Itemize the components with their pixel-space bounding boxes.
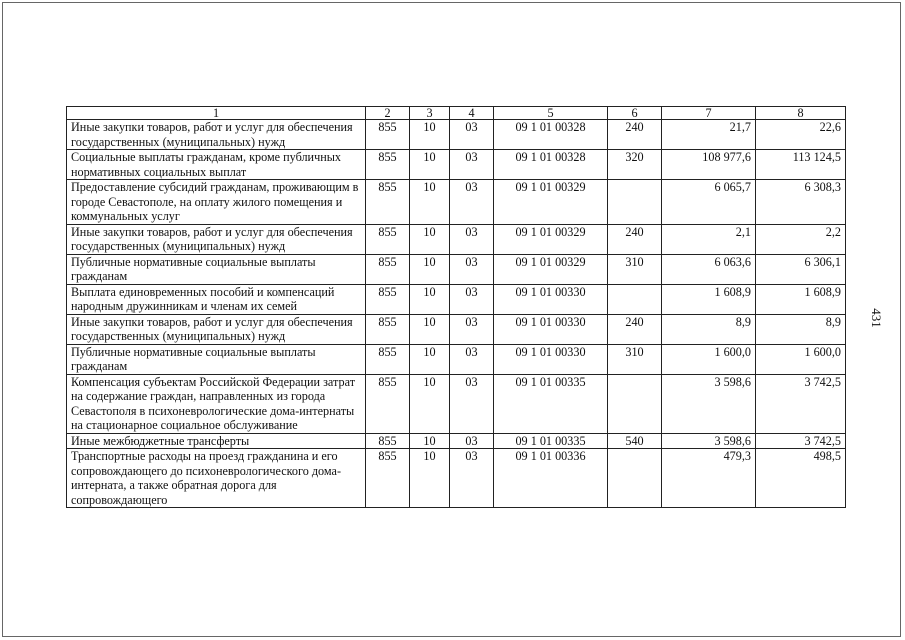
subsection-cell: 03 [450,433,494,449]
amount-2-cell: 113 124,5 [756,150,846,180]
section-cell: 10 [410,433,450,449]
amount-1-cell: 3 598,6 [662,433,756,449]
grbs-cell: 855 [366,180,410,225]
subsection-cell: 03 [450,254,494,284]
expense-type-cell [608,449,662,508]
grbs-cell: 855 [366,224,410,254]
grbs-cell: 855 [366,374,410,433]
grbs-cell: 855 [366,254,410,284]
amount-1-cell: 108 977,6 [662,150,756,180]
header-cell-4: 4 [450,107,494,120]
amount-2-cell: 3 742,5 [756,433,846,449]
table-row [67,120,846,150]
grbs-cell: 855 [366,433,410,449]
section-cell: 10 [410,120,450,150]
section-cell: 10 [410,284,450,314]
amount-2-cell: 8,9 [756,314,846,344]
target-article-cell: 09 1 01 00335 [494,374,608,433]
budget-table [66,106,846,508]
target-article-cell: 09 1 01 00336 [494,449,608,508]
section-cell: 10 [410,449,450,508]
target-article-cell: 09 1 01 00330 [494,314,608,344]
section-cell: 10 [410,224,450,254]
header-cell-7: 7 [662,107,756,120]
row-name-cell: Публичные нормативные социальные выплаты гражданам [67,254,366,284]
page-number: 431 [868,308,884,328]
table-row [67,374,846,433]
amount-2-cell: 6 308,3 [756,180,846,225]
amount-1-cell: 6 063,6 [662,254,756,284]
amount-1-cell: 479,3 [662,449,756,508]
subsection-cell: 03 [450,314,494,344]
grbs-cell: 855 [366,314,410,344]
section-cell: 10 [410,180,450,225]
amount-2-cell: 3 742,5 [756,374,846,433]
grbs-cell: 855 [366,150,410,180]
row-name-cell: Предоставление субсидий гражданам, проживающим в городе Севастополе, на оплату жилого помещения и коммунальных услуг [67,180,366,225]
subsection-cell: 03 [450,374,494,433]
row-name-cell: Иные закупки товаров, работ и услуг для обеспечения государственных (муниципальных) нужд [67,314,366,344]
expense-type-cell: 310 [608,344,662,374]
header-cell-5: 5 [494,107,608,120]
target-article-cell: 09 1 01 00335 [494,433,608,449]
target-article-cell: 09 1 01 00329 [494,254,608,284]
expense-type-cell [608,180,662,225]
amount-2-cell: 6 306,1 [756,254,846,284]
subsection-cell: 03 [450,120,494,150]
subsection-cell: 03 [450,284,494,314]
subsection-cell: 03 [450,150,494,180]
target-article-cell: 09 1 01 00329 [494,180,608,225]
row-name-cell: Иные закупки товаров, работ и услуг для обеспечения государственных (муниципальных) нужд [67,224,366,254]
section-cell: 10 [410,344,450,374]
section-cell: 10 [410,254,450,284]
table-row [67,314,846,344]
row-name-cell: Транспортные расходы на проезд гражданина и его сопровождающего до психоневрологического дома-интерната, а также обратная дорога для сопровождающего [67,449,366,508]
amount-1-cell: 1 608,9 [662,284,756,314]
table-row [67,150,846,180]
header-cell-2: 2 [366,107,410,120]
table-row [67,344,846,374]
expense-type-cell: 320 [608,150,662,180]
table-row [67,433,846,449]
grbs-cell: 855 [366,449,410,508]
amount-2-cell: 1 608,9 [756,284,846,314]
row-name-cell: Иные закупки товаров, работ и услуг для обеспечения государственных (муниципальных) нужд [67,120,366,150]
grbs-cell: 855 [366,284,410,314]
expense-type-cell [608,284,662,314]
subsection-cell: 03 [450,449,494,508]
target-article-cell: 09 1 01 00329 [494,224,608,254]
subsection-cell: 03 [450,224,494,254]
header-cell-6: 6 [608,107,662,120]
table-row [67,284,846,314]
expense-type-cell: 240 [608,224,662,254]
amount-1-cell: 1 600,0 [662,344,756,374]
amount-1-cell: 6 065,7 [662,180,756,225]
header-cell-3: 3 [410,107,450,120]
subsection-cell: 03 [450,180,494,225]
table-row [67,224,846,254]
row-name-cell: Иные межбюджетные трансферты [67,433,366,449]
amount-1-cell: 8,9 [662,314,756,344]
amount-1-cell: 2,1 [662,224,756,254]
amount-2-cell: 22,6 [756,120,846,150]
target-article-cell: 09 1 01 00328 [494,120,608,150]
table-row [67,180,846,225]
target-article-cell: 09 1 01 00330 [494,284,608,314]
grbs-cell: 855 [366,344,410,374]
table-row [67,449,846,508]
row-name-cell: Выплата единовременных пособий и компенсаций народным дружинникам и членам их семей [67,284,366,314]
amount-2-cell: 1 600,0 [756,344,846,374]
header-row [67,107,846,120]
row-name-cell: Социальные выплаты гражданам, кроме публичных нормативных социальных выплат [67,150,366,180]
section-cell: 10 [410,314,450,344]
section-cell: 10 [410,150,450,180]
amount-2-cell: 498,5 [756,449,846,508]
row-name-cell: Компенсация субъектам Российской Федерации затрат на содержание граждан, направленных из города Севастополя в психоневрологические дома-интернаты на стационарное социальное обслуживание [67,374,366,433]
header-cell-1: 1 [67,107,366,120]
amount-2-cell: 2,2 [756,224,846,254]
header-cell-8: 8 [756,107,846,120]
expense-type-cell: 540 [608,433,662,449]
expense-type-cell: 240 [608,314,662,344]
expense-type-cell: 240 [608,120,662,150]
table-row [67,254,846,284]
section-cell: 10 [410,374,450,433]
expense-type-cell [608,374,662,433]
grbs-cell: 855 [366,120,410,150]
row-name-cell: Публичные нормативные социальные выплаты гражданам [67,344,366,374]
target-article-cell: 09 1 01 00330 [494,344,608,374]
target-article-cell: 09 1 01 00328 [494,150,608,180]
expense-type-cell: 310 [608,254,662,284]
amount-1-cell: 21,7 [662,120,756,150]
amount-1-cell: 3 598,6 [662,374,756,433]
subsection-cell: 03 [450,344,494,374]
